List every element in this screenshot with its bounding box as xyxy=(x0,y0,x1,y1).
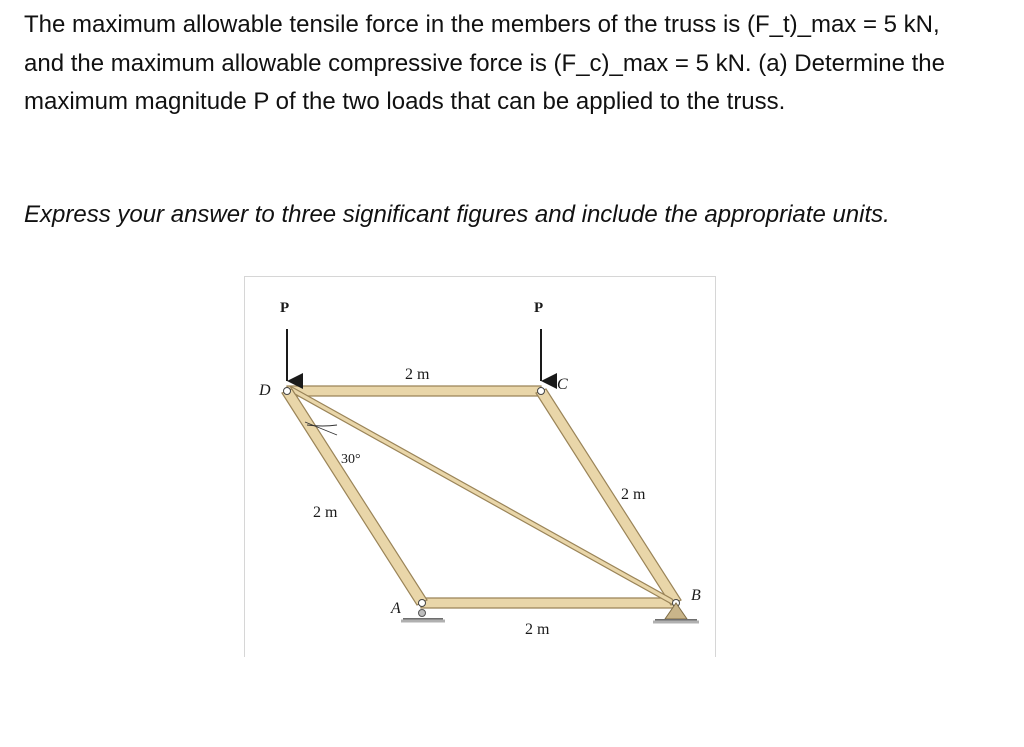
member-cb xyxy=(536,389,681,605)
truss-figure xyxy=(244,276,716,657)
member-ab xyxy=(421,598,675,608)
pin-a xyxy=(419,600,426,607)
node-label-d: D xyxy=(259,382,271,399)
load-label-right: P xyxy=(534,300,544,316)
pin-c xyxy=(538,388,545,395)
node-label-b: B xyxy=(691,587,701,604)
angle-arc xyxy=(307,425,337,426)
node-label-a: A xyxy=(391,600,401,617)
angle-label: 30° xyxy=(341,452,361,467)
support-a xyxy=(401,610,445,622)
dim-label-right: 2 m xyxy=(621,486,646,503)
dim-label-bottom: 2 m xyxy=(525,621,550,638)
node-label-c: C xyxy=(557,376,568,393)
dim-label-left: 2 m xyxy=(313,504,338,521)
member-dc xyxy=(287,386,541,396)
pin-d xyxy=(284,388,291,395)
truss-diagram xyxy=(245,277,715,657)
answer-instruction: Express your answer to three significant figures and include the appropriate units. xyxy=(24,201,890,228)
problem-statement: The maximum allowable tensile force in the members of the truss is (F_t)_max = 5 kN, and the maximum allowable compressive force is (F_c)_max = 5 kN. (a) Determine the maximum magnitude P of the two loads that can be applied to the truss. xyxy=(24,11,945,115)
load-label-left: P xyxy=(280,300,290,316)
dim-label-top: 2 m xyxy=(405,366,430,383)
